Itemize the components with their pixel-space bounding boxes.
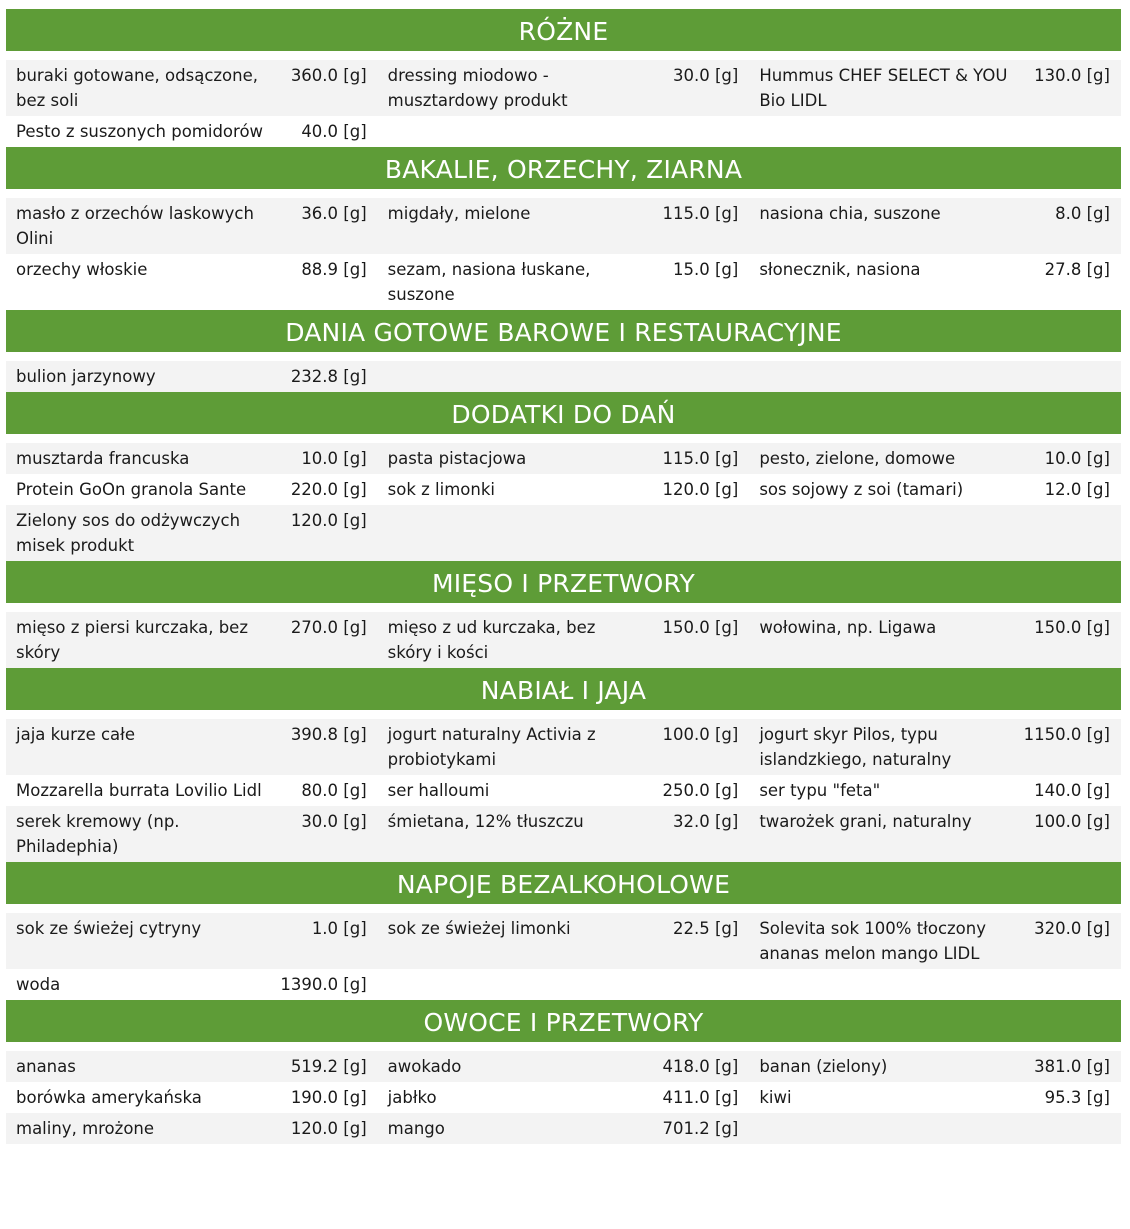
category-section [6, 561, 1121, 668]
empty-cell [378, 969, 750, 1000]
category-header: NABIAŁ I JAJA [6, 668, 1121, 710]
product-name: sos sojowy z soi (tamari) [759, 480, 964, 499]
product-item [378, 1113, 750, 1144]
product-item [6, 505, 378, 561]
product-item [6, 361, 378, 392]
product-name: maliny, mrożone [16, 1119, 155, 1138]
item-row [6, 254, 1121, 310]
product-name: mięso z piersi kurczaka, bez skóry [16, 618, 248, 662]
product-item [749, 1082, 1121, 1113]
product-item [6, 612, 378, 668]
product-item [749, 474, 1121, 505]
product-quantity: 360.0 [g] [290, 66, 367, 85]
empty-cell [378, 505, 750, 536]
product-item [378, 443, 750, 474]
item-row [6, 775, 1121, 806]
empty-cell [378, 116, 750, 147]
product-quantity: 232.8 [g] [290, 367, 367, 386]
product-quantity: 8.0 [g] [1055, 204, 1110, 223]
product-name: słonecznik, nasiona [759, 260, 921, 279]
product-item [749, 1051, 1121, 1082]
product-quantity: 418.0 [g] [662, 1057, 739, 1076]
product-name: Mozzarella burrata Lovilio Lidl [16, 781, 262, 800]
product-item [378, 254, 750, 310]
category-items [6, 434, 1121, 561]
product-name: pasta pistacjowa [387, 449, 527, 468]
product-name: mango [387, 1119, 445, 1138]
item-row [6, 1051, 1121, 1082]
item-row [6, 505, 1121, 561]
product-item [378, 60, 750, 116]
product-item [749, 612, 1121, 643]
item-row [6, 806, 1121, 862]
item-row [6, 116, 1121, 147]
item-row [6, 60, 1121, 116]
product-name: banan (zielony) [759, 1057, 888, 1076]
product-quantity: 88.9 [g] [301, 260, 367, 279]
item-row [6, 612, 1121, 668]
product-name: musztarda francuska [16, 449, 190, 468]
product-quantity: 36.0 [g] [301, 204, 367, 223]
product-name: borówka amerykańska [16, 1088, 202, 1107]
category-section [6, 310, 1121, 392]
product-quantity: 381.0 [g] [1034, 1057, 1110, 1076]
product-item [378, 198, 750, 229]
product-name: wołowina, np. Ligawa [759, 618, 937, 637]
product-name: sok ze świeżej limonki [387, 919, 571, 938]
product-item [378, 1082, 750, 1113]
product-quantity: 150.0 [g] [1034, 618, 1110, 637]
product-item [6, 1082, 378, 1113]
product-item [749, 254, 1121, 285]
category-section [6, 862, 1121, 1000]
product-quantity: 100.0 [g] [662, 725, 739, 744]
empty-cell [378, 361, 750, 392]
product-item [378, 719, 750, 775]
item-row [6, 198, 1121, 254]
category-items [6, 352, 1121, 392]
product-name: orzechy włoskie [16, 260, 148, 279]
product-name: ser halloumi [387, 781, 490, 800]
product-quantity: 100.0 [g] [1034, 812, 1110, 831]
category-header: DODATKI DO DAŃ [6, 392, 1121, 434]
product-quantity: 220.0 [g] [290, 480, 367, 499]
product-quantity: 140.0 [g] [1034, 781, 1110, 800]
category-section [6, 9, 1121, 147]
product-item [749, 60, 1121, 116]
product-item [6, 474, 378, 505]
product-quantity: 30.0 [g] [301, 812, 367, 831]
product-name: jogurt skyr Pilos, typu islandzkiego, naturalny [759, 725, 952, 769]
item-row [6, 361, 1121, 392]
product-item [6, 60, 378, 116]
product-item [378, 612, 750, 668]
product-item [6, 116, 378, 147]
product-quantity: 12.0 [g] [1044, 480, 1110, 499]
product-name: woda [16, 975, 61, 994]
product-name: nasiona chia, suszone [759, 204, 941, 223]
product-quantity: 115.0 [g] [662, 204, 739, 223]
product-item [6, 1113, 378, 1144]
product-item [6, 806, 378, 862]
product-item [378, 913, 750, 944]
product-name: dressing miodowo - musztardowy produkt [387, 66, 568, 110]
category-section [6, 392, 1121, 561]
category-header: RÓŻNE [6, 9, 1121, 51]
product-quantity: 30.0 [g] [672, 66, 739, 85]
product-quantity: 1.0 [g] [311, 919, 367, 938]
product-item [6, 969, 378, 1000]
product-item [6, 1051, 378, 1082]
product-quantity: 10.0 [g] [1044, 449, 1110, 468]
product-item [6, 198, 378, 254]
product-name: twarożek grani, naturalny [759, 812, 972, 831]
product-item [378, 1051, 750, 1082]
product-item [6, 443, 378, 474]
product-item [749, 719, 1121, 775]
product-quantity: 270.0 [g] [290, 618, 367, 637]
product-quantity: 10.0 [g] [301, 449, 367, 468]
item-row [6, 1113, 1121, 1144]
item-row [6, 913, 1121, 969]
item-row [6, 443, 1121, 474]
product-quantity: 115.0 [g] [662, 449, 739, 468]
product-name: ser typu "feta" [759, 781, 881, 800]
product-name: Protein GoOn granola Sante [16, 480, 247, 499]
product-name: pesto, zielone, domowe [759, 449, 956, 468]
product-name: Zielony sos do odżywczych misek produkt [16, 511, 241, 555]
product-name: jabłko [387, 1088, 437, 1107]
product-quantity: 150.0 [g] [662, 618, 739, 637]
product-quantity: 15.0 [g] [672, 260, 739, 279]
product-name: awokado [387, 1057, 462, 1076]
product-quantity: 120.0 [g] [290, 511, 367, 530]
item-row [6, 1082, 1121, 1113]
item-row [6, 969, 1121, 1000]
product-name: Solevita sok 100% tłoczony ananas melon mango LIDL [759, 919, 987, 963]
product-quantity: 120.0 [g] [662, 480, 739, 499]
product-quantity: 701.2 [g] [662, 1119, 739, 1138]
product-name: Pesto z suszonych pomidorów [16, 122, 264, 141]
product-quantity: 519.2 [g] [290, 1057, 367, 1076]
product-name: Hummus CHEF SELECT & YOU Bio LIDL [759, 66, 1008, 110]
product-name: ananas [16, 1057, 76, 1076]
category-section [6, 1000, 1121, 1144]
empty-cell [749, 1113, 1121, 1144]
product-quantity: 1150.0 [g] [1023, 725, 1110, 744]
product-quantity: 390.8 [g] [290, 725, 367, 744]
product-item [749, 775, 1121, 806]
product-item [6, 913, 378, 944]
empty-cell [749, 969, 1121, 1000]
product-name: sok ze świeżej cytryny [16, 919, 202, 938]
category-items [6, 1042, 1121, 1144]
product-quantity: 1390.0 [g] [280, 975, 367, 994]
product-name: bulion jarzynowy [16, 367, 156, 386]
product-quantity: 130.0 [g] [1034, 66, 1110, 85]
product-name: jaja kurze całe [16, 725, 136, 744]
product-quantity: 250.0 [g] [662, 781, 739, 800]
category-header: BAKALIE, ORZECHY, ZIARNA [6, 147, 1121, 189]
item-row [6, 719, 1121, 775]
category-items [6, 51, 1121, 147]
category-header: DANIA GOTOWE BAROWE I RESTAURACYJNE [6, 310, 1121, 352]
empty-cell [749, 116, 1121, 147]
category-items [6, 904, 1121, 1000]
category-section [6, 147, 1121, 310]
product-name: mięso z ud kurczaka, bez skóry i kości [387, 618, 596, 662]
product-name: sezam, nasiona łuskane, suszone [387, 260, 591, 304]
product-quantity: 411.0 [g] [662, 1088, 739, 1107]
product-item [6, 719, 378, 750]
product-name: kiwi [759, 1088, 792, 1107]
empty-cell [749, 361, 1121, 392]
product-item [378, 775, 750, 806]
product-quantity: 32.0 [g] [672, 812, 739, 831]
item-row [6, 474, 1121, 505]
product-name: masło z orzechów laskowych Olini [16, 204, 254, 248]
category-header: NAPOJE BEZALKOHOLOWE [6, 862, 1121, 904]
category-items [6, 603, 1121, 668]
product-item [6, 254, 378, 285]
product-quantity: 120.0 [g] [290, 1119, 367, 1138]
product-quantity: 95.3 [g] [1044, 1088, 1110, 1107]
category-header: MIĘSO I PRZETWORY [6, 561, 1121, 603]
product-quantity: 190.0 [g] [290, 1088, 367, 1107]
product-item [749, 198, 1121, 229]
empty-cell [749, 505, 1121, 536]
category-header: OWOCE I PRZETWORY [6, 1000, 1121, 1042]
product-item [749, 913, 1121, 969]
category-items [6, 710, 1121, 862]
product-item [378, 474, 750, 505]
product-quantity: 40.0 [g] [301, 122, 367, 141]
product-quantity: 27.8 [g] [1044, 260, 1110, 279]
product-name: śmietana, 12% tłuszczu [387, 812, 584, 831]
product-item [749, 443, 1121, 474]
product-quantity: 80.0 [g] [301, 781, 367, 800]
product-item [749, 806, 1121, 837]
category-section [6, 668, 1121, 862]
product-item [6, 775, 378, 806]
product-item [378, 806, 750, 837]
product-name: sok z limonki [387, 480, 495, 499]
product-name: buraki gotowane, odsączone, bez soli [16, 66, 259, 110]
product-name: migdały, mielone [387, 204, 531, 223]
product-name: serek kremowy (np. Philadephia) [16, 812, 180, 856]
product-quantity: 320.0 [g] [1034, 919, 1110, 938]
category-items [6, 189, 1121, 310]
product-name: jogurt naturalny Activia z probiotykami [387, 725, 596, 769]
product-quantity: 22.5 [g] [672, 919, 739, 938]
product-sheet [6, 9, 1121, 1144]
